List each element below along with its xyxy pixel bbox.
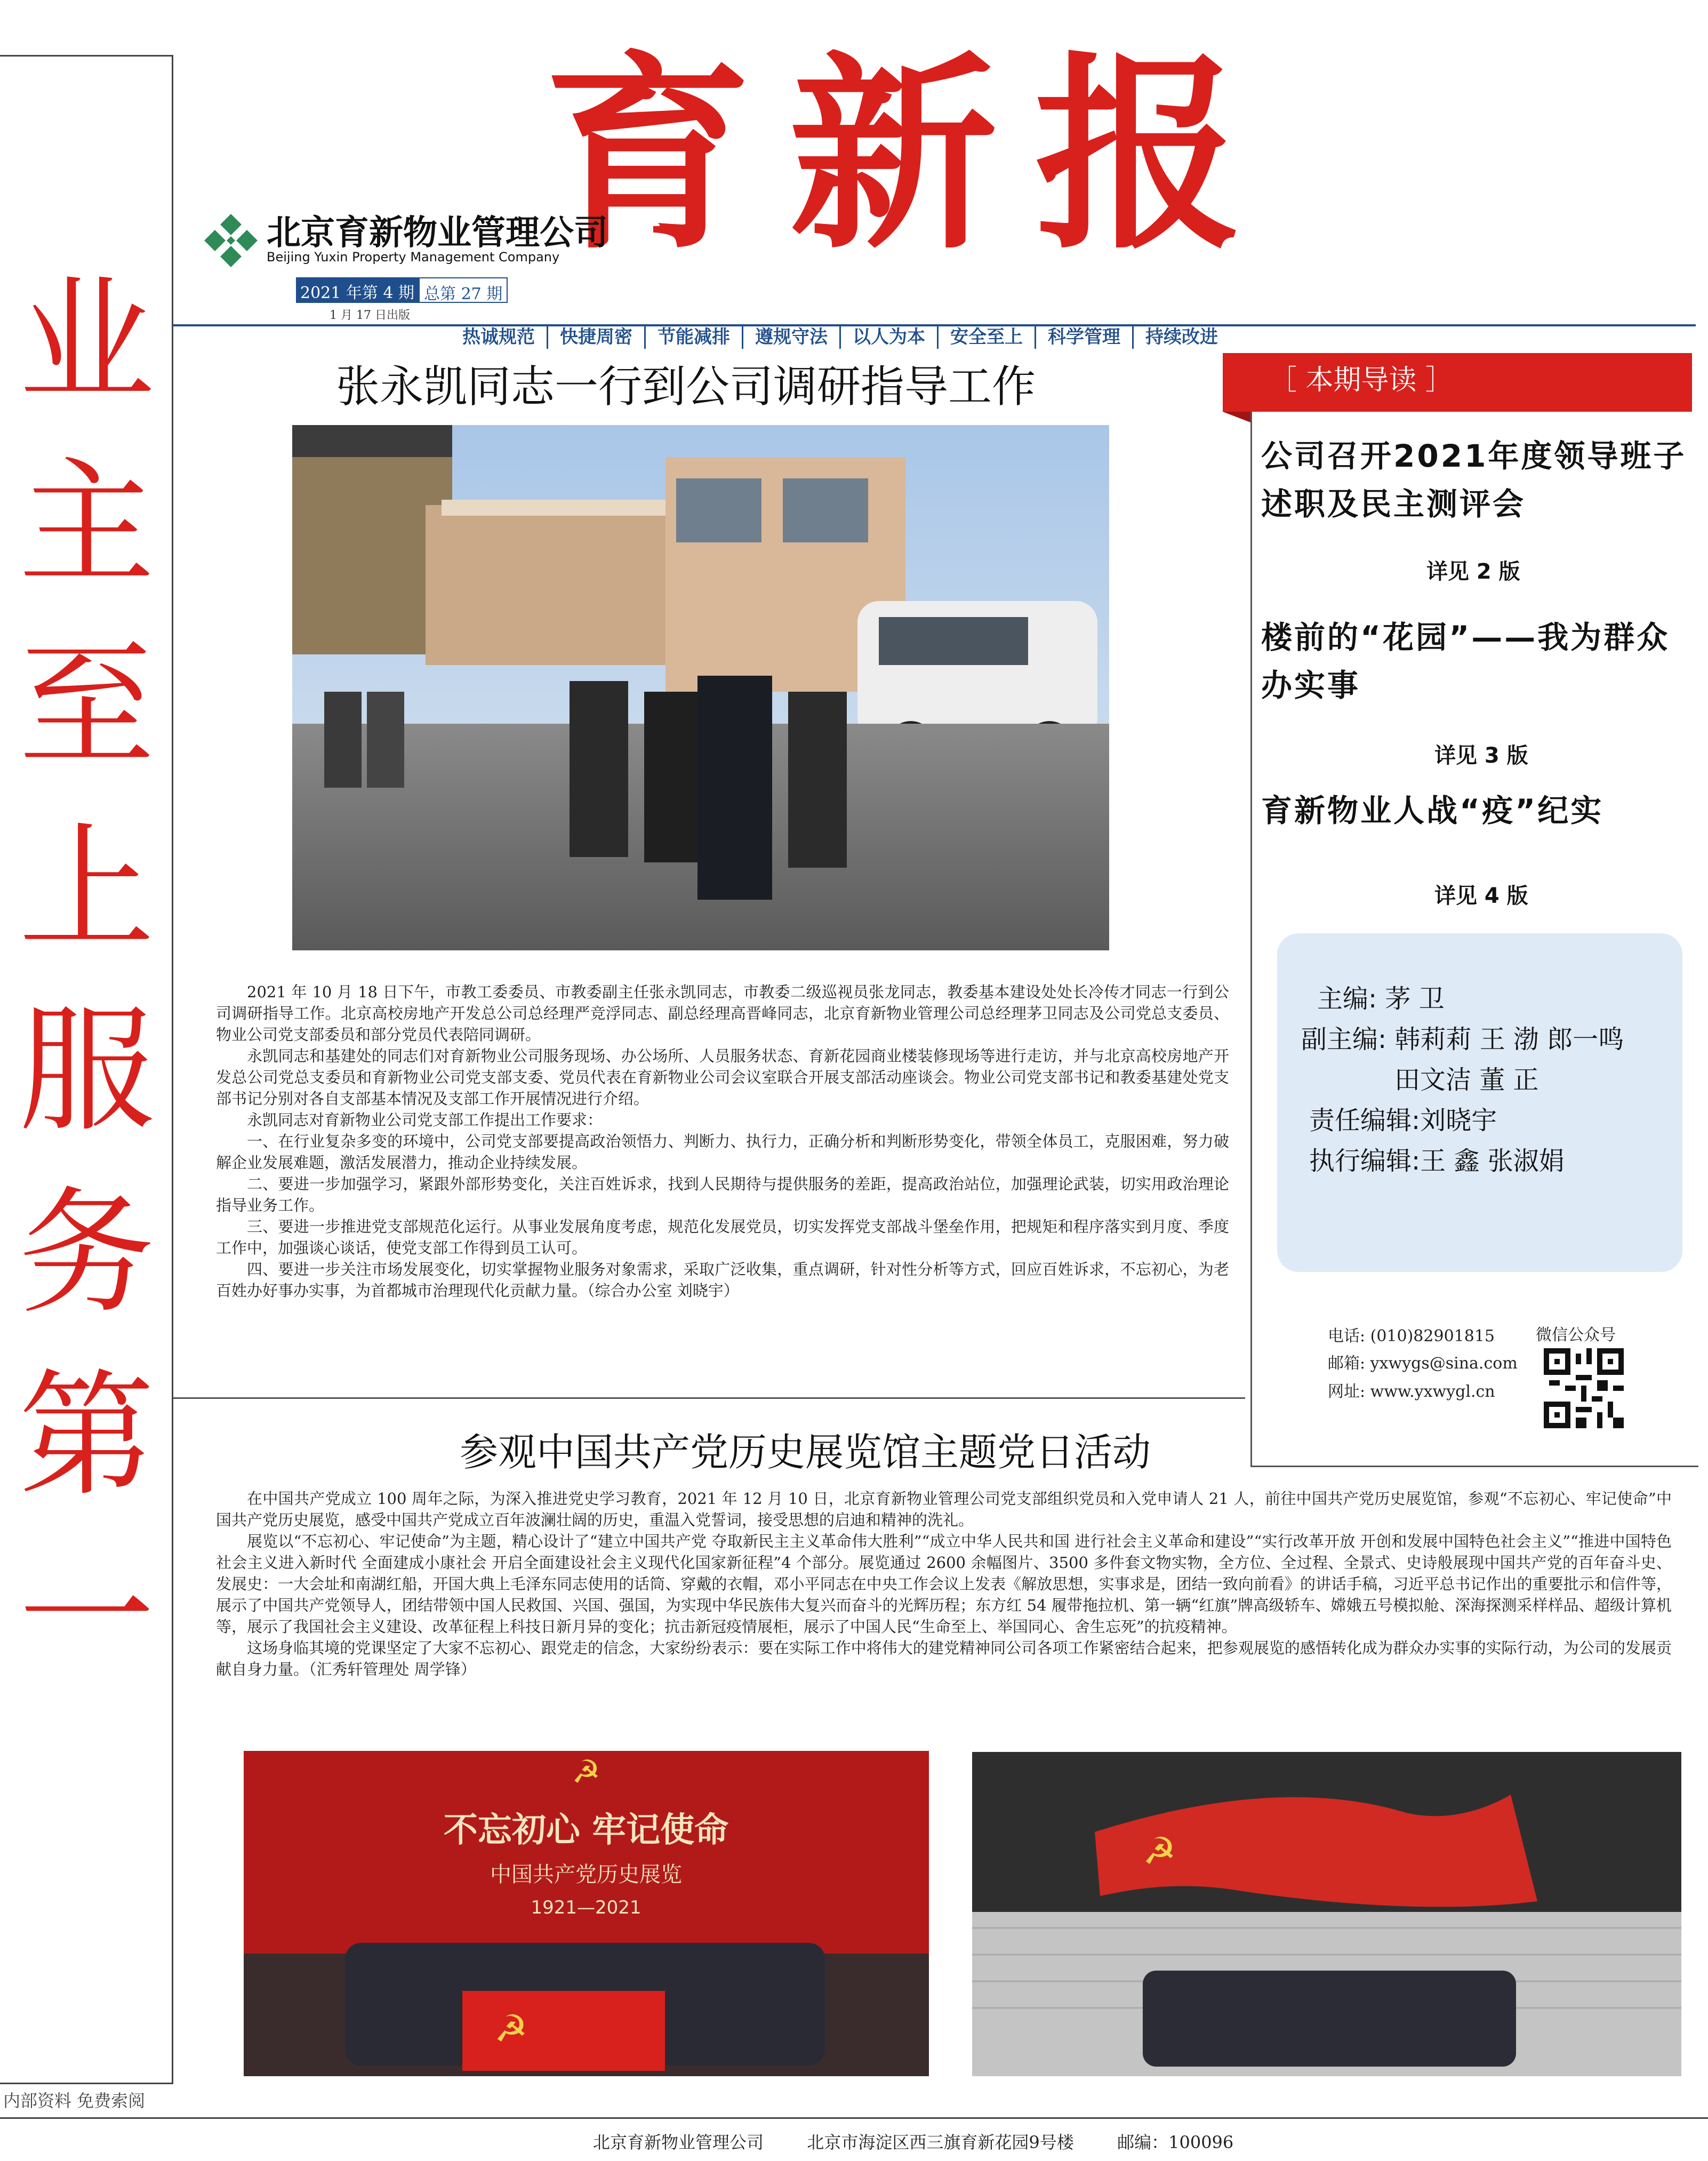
lead-article-photo: [292, 425, 1109, 950]
article-divider: [173, 1397, 1245, 1399]
newspaper-title: 育新报: [544, 33, 1280, 277]
exhibit-banner-years: 1921—2021: [531, 1897, 641, 1918]
responsible-editor: 责任编辑:刘晓宇: [1309, 1106, 1497, 1135]
sidebar-border: [1250, 395, 1252, 1467]
paragraph: 三、要进一步推进党支部规范化运行。从事业发展角度考虑，规范化发展党员，切实发挥党支部战斗堡垒作用，把规矩和程序落实到月度、季度工作中，加强谈心谈话，使党支部工作得到员工认可。: [216, 1218, 1229, 1257]
paragraph: 一、在行业复杂多变的环境中，公司党支部要提高政治领悟力、判断力、执行力，正确分析和判断形势变化，带领全体员工，克服困难，努力破解企业发展难题，激活发展潜力，推动企业持续发展。: [216, 1132, 1229, 1172]
contact-website: 网址: www.yxwygl.cn: [1328, 1382, 1495, 1401]
paragraph: 这场身临其境的党课坚定了大家不忘初心、跟党走的信念，大家纷纷表示：要在实际工作中将伟大的建党精神同公司各项工作紧密结合起来，把参观展览的感悟转化成为群众办实事的实际行动，为公司的发展贡献自身力量。（汇秀轩管理处 周学锋）: [216, 1639, 1672, 1678]
service-slogan: 以人为本: [841, 325, 939, 349]
contact-email: 邮箱: yxwygs@sina.com: [1328, 1354, 1518, 1373]
exhibit-banner-name: 中国共产党历史展览: [490, 1862, 682, 1887]
guide-item-1-page: 详见 2 版: [1426, 559, 1520, 584]
service-slogan: 节能减排: [646, 325, 743, 349]
company-name-cn: 北京育新物业管理公司: [267, 213, 608, 253]
company-name-en: Beijing Yuxin Property Management Company: [267, 250, 560, 265]
service-slogan: 安全至上: [939, 325, 1036, 349]
paragraph: 2021 年 10 月 18 日下午，市教工委委员、市教委副主任张永凯同志，市教委二级巡视员张龙同志，教委基本建设处处长冷传才同志一行到公司调研指导工作。北京高校房地产开发总公司总经理严竞浮同志、副总经理高晋峰同志，北京育新物业管理公司总经理茅卫同志及公司党总支委员、物业公司党支部委员和部分党员代表陪同调研。: [216, 983, 1229, 1044]
slogan-char: 务: [18, 1174, 155, 1333]
slogan-char: 一: [18, 1539, 155, 1698]
issue-date: 1 月 17 日出版: [330, 309, 410, 322]
svg-text:☭: ☭: [1143, 1829, 1176, 1873]
service-slogans: [451, 325, 1230, 349]
exhibition-hall-group-photo: [972, 1752, 1681, 2076]
deputy-editors-2: 田文洁 董 正: [1394, 1065, 1539, 1095]
issue-total: 总第 27 期: [419, 277, 508, 303]
paragraph: 展览以“不忘初心、牢记使命”为主题，精心设计了“建立中国共产党 夺取新民主主义革命伟大胜利”“成立中华人民共和国 进行社会主义革命和建设”“实行改革开放 开创和发展中国特色社会主义”“推进中国特色社会主义进入新时代 全面建成小康社会 开启全面建设社会主义现代化国家新征程”4 个部分。展览通过 2600 余幅图片、3500 多件套文物实物，全方位、全过程、全景式、史诗般展现中国共产党的百年奋斗史、发展史：一大会址和南湖红船，开国大典上毛泽东同志使用的话筒、穿戴的衣帽，邓小平同志在中央工作会议上发表《解放思想，实事求是，团结一致向前看》的讲话手稿，习近平总书记作出的重要批示和信件等，展示了中国共产党领导人，团结带领中国人民救国、兴国、强国，为实现中华民族伟大复兴而奋斗的光辉历程；东方红 54 履带拖拉机、第一辆“红旗”牌高级轿车、嫦娥五号模拟舱、深海探测采样样品、超级计算机等，展示了我国社会主义建设、改革征程上科技日新月异的变化；抗击新冠疫情展柜，展示了中国人民“生命至上、举国同心、舍生忘死”的抗疫精神。: [216, 1532, 1672, 1636]
slogan-char: 至: [18, 627, 155, 786]
contact-phone: 电话: (010)82901815: [1328, 1327, 1495, 1346]
footer-divider: [0, 2117, 1708, 2119]
slogan-char: 上: [18, 810, 155, 968]
second-article-body: [216, 1488, 1672, 1680]
wechat-qr-code-icon: [1544, 1348, 1624, 1428]
deputy-editors: 副主编: 韩莉莉 王 渤 郎一鸣: [1301, 1025, 1624, 1054]
guide-item-2: 楼前的“花园”——我为群众办实事: [1261, 619, 1670, 703]
sidebar-border-bottom: [1250, 1466, 1698, 1467]
paragraph: 永凯同志对育新物业公司党支部工作提出工作要求：: [247, 1111, 603, 1129]
second-article-title: 参观中国共产党历史展览馆主题党日活动: [460, 1430, 1151, 1475]
issue-info: [296, 277, 508, 303]
service-slogan: 持续改进: [1145, 326, 1218, 348]
exhibition-group-photo: [244, 1751, 929, 2076]
guide-item-1: 公司召开2021年度领导班子述职及民主测评会: [1261, 438, 1687, 522]
wechat-label: 微信公众号: [1536, 1326, 1616, 1344]
slogan-char: 业: [18, 262, 155, 421]
executive-editors: 执行编辑:王 鑫 张淑娟: [1309, 1146, 1565, 1176]
paragraph: 永凯同志和基建处的同志们对育新物业公司服务现场、办公场所、人员服务状态、育新花园商业楼装修现场等进行走访，并与北京高校房地产开发总公司党总支委员和育新物业公司党支部支委、党员代表在育新物业公司会议室联合开展支部活动座谈会。物业公司党支部书记和教委基建处党支部书记分别对各自支部基本情况及支部工作开展情况进行介绍。: [216, 1047, 1229, 1108]
slogan-char: 第: [18, 1357, 155, 1515]
guide-item-3-page: 详见 4 版: [1434, 884, 1528, 908]
paragraph: 二、要进一步加强学习，紧跟外部形势变化，关注百姓诉求，找到人民期待与提供服务的差距，提高政治站位，加强理论武装，切实用政治理论指导业务工作。: [216, 1175, 1229, 1214]
guide-header-fold: [1223, 412, 1250, 422]
issue-number: 2021 年第 4 期: [296, 277, 419, 303]
internal-note: 内部资料 免费索阅: [3, 2091, 146, 2111]
service-slogan: 快捷周密: [548, 325, 646, 349]
service-slogan: 遵规守法: [743, 325, 841, 349]
chief-editor: 主编: 茅 卫: [1317, 984, 1445, 1014]
service-slogan: 科学管理: [1036, 325, 1134, 349]
guide-label: ［ 本期导读 ］: [1269, 364, 1454, 396]
slogan-char: 服: [18, 992, 155, 1150]
exhibit-banner-slogan: 不忘初心 牢记使命: [443, 1811, 729, 1850]
paragraph: 四、要进一步关注市场发展变化，切实掌握物业服务对象需求，采取广泛收集，重点调研，针对性分析等方式，回应百姓诉求，不忘初心，为老百姓办好事办实事，为首都城市治理现代化贡献力量。（综合办公室 刘晓宇）: [216, 1260, 1229, 1300]
svg-text:☭: ☭: [572, 1754, 600, 1791]
service-slogan: 热诚规范: [451, 325, 548, 349]
footer-address: 北京育新物业管理公司 北京市海淀区西三旗育新花园9号楼 邮编：100096: [593, 2132, 1234, 2152]
lead-article-body: [216, 981, 1229, 1301]
slogan-char: 主: [18, 445, 155, 603]
lead-article-title: 张永凯同志一行到公司调研指导工作: [336, 362, 1036, 412]
guide-item-3: 育新物业人战“疫”纪实: [1261, 793, 1604, 829]
vertical-slogan: [0, 251, 173, 1710]
company-logo-icon: [202, 211, 260, 270]
svg-text:☭: ☭: [494, 2007, 528, 2051]
guide-item-2-page: 详见 3 版: [1434, 743, 1528, 768]
paragraph: 在中国共产党成立 100 周年之际，为深入推进党史学习教育，2021 年 12 月 10 日，北京育新物业管理公司党支部组织党员和入党申请人 21 人，前往中国共产党历史展览馆，参观“不忘初心、牢记使命”中国共产党历史展览，感受中国共产党成立百年波澜壮阔的历史，重温入党誓词，接受思想的启迪和精神的洗礼。: [216, 1490, 1672, 1529]
staff-box: [1277, 933, 1682, 1272]
